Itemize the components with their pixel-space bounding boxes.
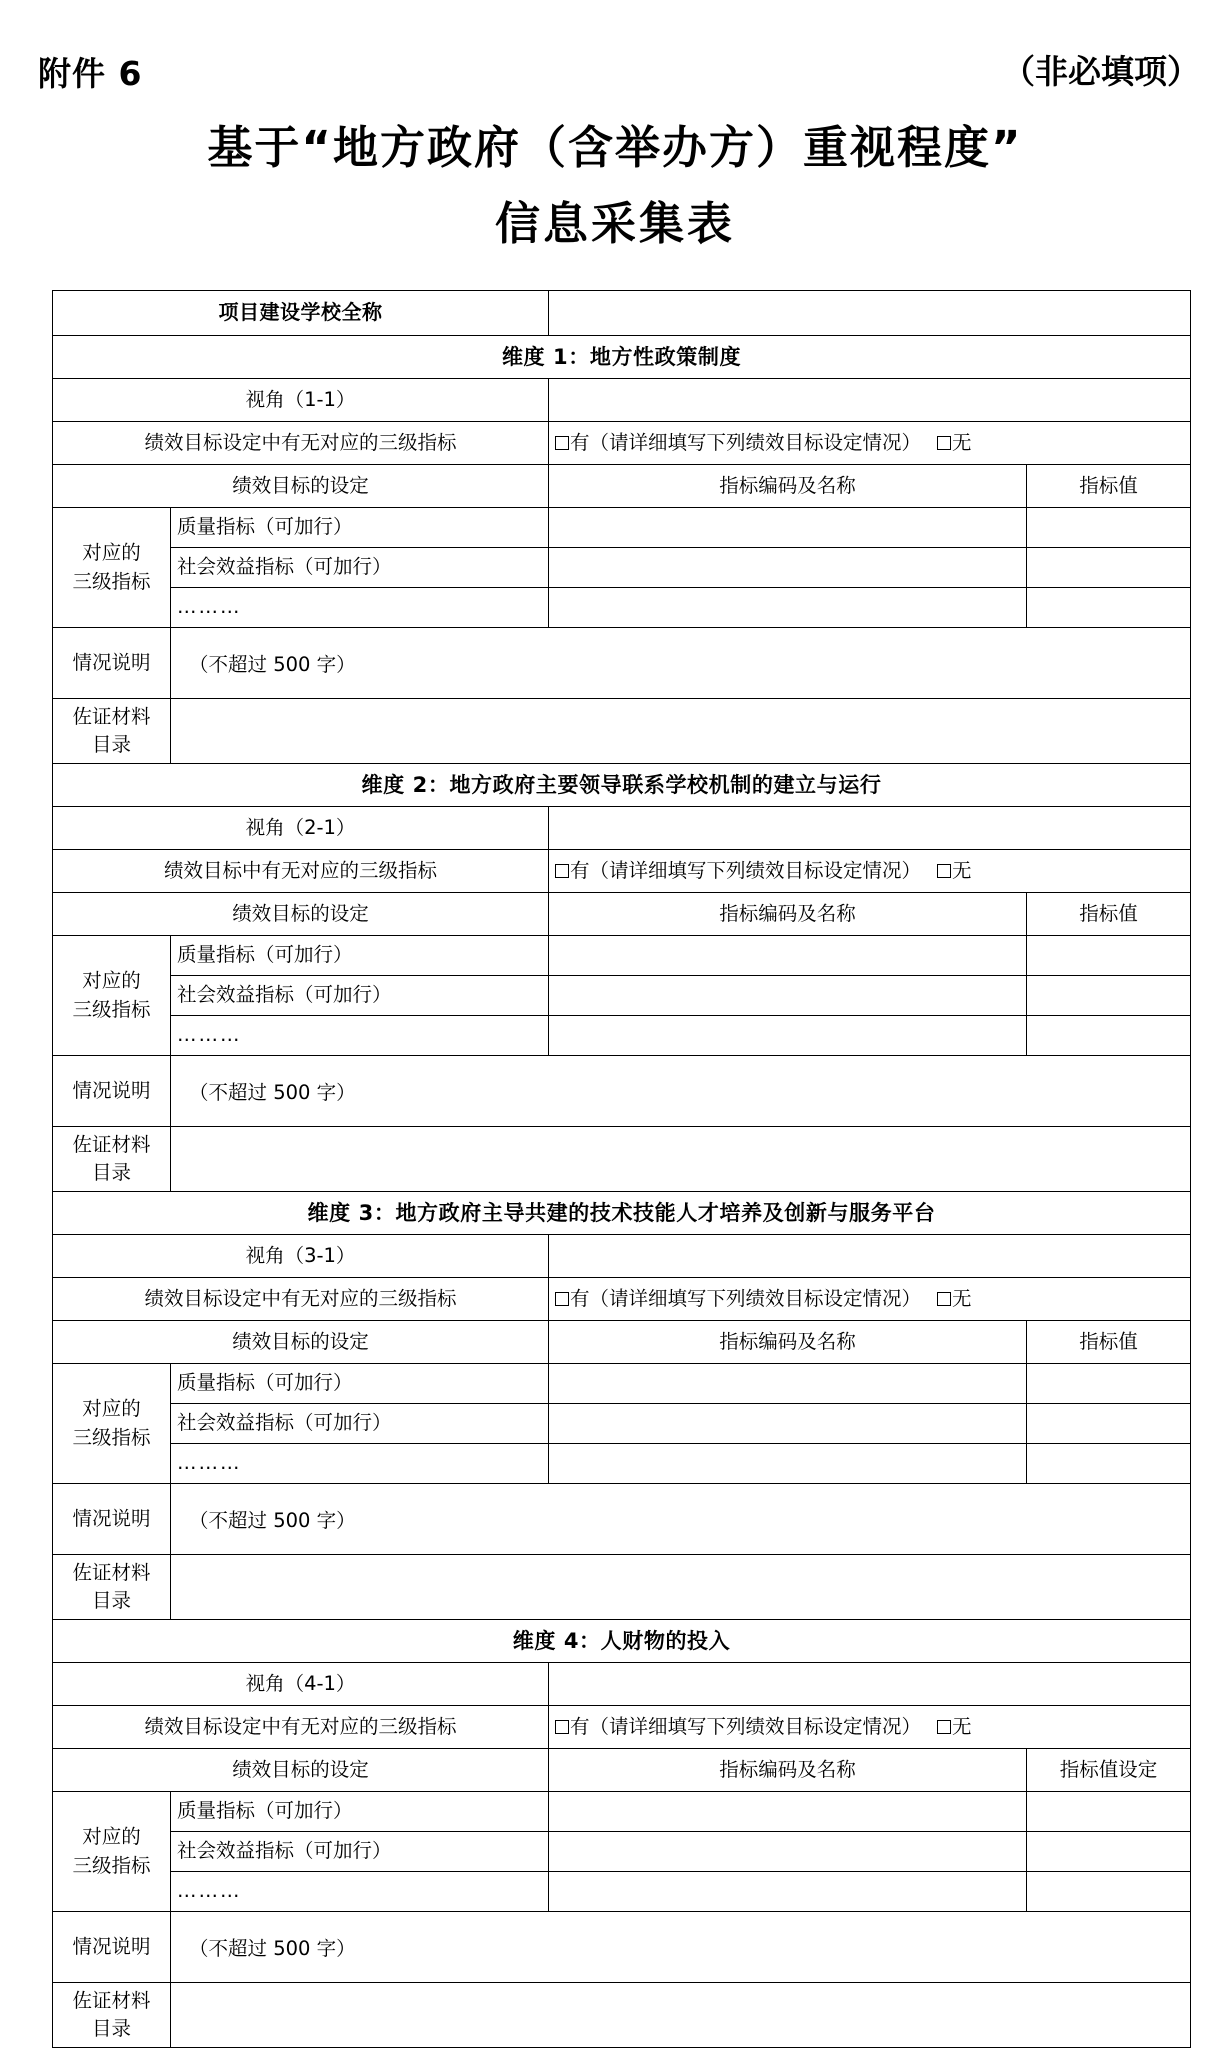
table-row-ellipsis-2 [53,1016,1191,1056]
dimension-title-cell-3 [53,1192,1191,1235]
situation-label-4: 情况说明 [53,1912,171,1983]
checkbox-yes-1[interactable] [555,436,569,450]
table-row-school-name [53,291,1191,336]
ellipsis-label-4: ……… [171,1872,549,1912]
corresponding-indicator-label-3 [53,1364,171,1484]
table-row-view-3 [53,1235,1191,1278]
quality-indicator-value-1[interactable] [1027,508,1191,548]
goal-setting-header-4: 绩效目标的设定 [53,1749,549,1792]
table-row-column-headers-3 [53,1321,1191,1364]
ellipsis-value-2[interactable] [1027,1016,1191,1056]
situation-hint-4: （不超过 500 字） [189,1936,356,1960]
social-indicator-code-1[interactable] [549,548,1027,588]
social-indicator-value-1[interactable] [1027,548,1191,588]
page-title-line-2: 信息采集表 [494,197,735,250]
table-row-quality-indicator-3 [53,1364,1191,1404]
table-row-column-headers-1 [53,465,1191,508]
evidence-label-line1-1: 佐证材料 [72,704,151,728]
social-indicator-code-2[interactable] [549,976,1027,1016]
table-row-has-indicator-3 [53,1278,1191,1321]
dimension-title-cell-1 [53,336,1191,379]
view-label-4: 视角（4-1） [53,1663,549,1706]
checkbox-yes-3[interactable] [555,1292,569,1306]
table-row-dimension-title-1 [53,336,1191,379]
has-indicator-question-2: 绩效目标中有无对应的三级指标 [53,850,549,893]
table-row-ellipsis-4 [53,1872,1191,1912]
social-indicator-value-3[interactable] [1027,1404,1191,1444]
evidence-input-4[interactable] [171,1983,1191,2048]
ellipsis-value-1[interactable] [1027,588,1191,628]
table-row-situation-3 [53,1484,1191,1555]
situation-hint-2: （不超过 500 字） [189,1080,356,1104]
dimension-title-cell-2 [53,764,1191,807]
quality-indicator-code-4[interactable] [549,1792,1027,1832]
quality-indicator-label-4: 质量指标（可加行） [171,1792,549,1832]
social-indicator-value-4[interactable] [1027,1832,1191,1872]
form-table-wrapper [52,290,1190,2048]
table-row-column-headers-2 [53,893,1191,936]
quality-indicator-label-2: 质量指标（可加行） [171,936,549,976]
optional-field-note: （非必填项） [1002,52,1200,91]
social-indicator-label-3: 社会效益指标（可加行） [171,1404,549,1444]
checkbox-no-label-3: 无 [952,1286,972,1310]
situation-input-3[interactable] [171,1484,1191,1555]
situation-label-1: 情况说明 [53,628,171,699]
quality-indicator-label-1: 质量指标（可加行） [171,508,549,548]
evidence-label-line1-3: 佐证材料 [72,1560,151,1584]
dimension-title-3: 维度 3：地方政府主导共建的技术技能人才培养及创新与服务平台 [307,1200,936,1225]
school-name-input-cell[interactable] [549,291,1191,336]
table-row-situation-2 [53,1056,1191,1127]
ellipsis-value-4[interactable] [1027,1872,1191,1912]
evidence-label-line2-4: 目录 [91,2017,131,2040]
situation-input-4[interactable] [171,1912,1191,1983]
table-row-evidence-4 [53,1983,1191,2048]
table-row-dimension-title-4 [53,1620,1191,1663]
indicator-code-header-3: 指标编码及名称 [549,1321,1027,1364]
corresponding-indicator-line1: 对应的 [82,969,141,993]
corresponding-indicator-label-1 [53,508,171,628]
school-name-label-text: 项目建设学校全称 [218,300,383,325]
view-input-3[interactable] [549,1235,1191,1278]
checkbox-no-3[interactable] [937,1292,951,1306]
corresponding-indicator-line2: 三级指标 [72,569,151,593]
checkbox-no-4[interactable] [937,1720,951,1734]
checkbox-yes-label-2: 有（请详细填写下列绩效目标设定情况） [570,858,922,882]
table-row-ellipsis-3 [53,1444,1191,1484]
indicator-code-header-1: 指标编码及名称 [549,465,1027,508]
has-indicator-question-3: 绩效目标设定中有无对应的三级指标 [53,1278,549,1321]
checkbox-yes-label-3: 有（请详细填写下列绩效目标设定情况） [570,1286,922,1310]
checkbox-no-label-1: 无 [952,430,972,454]
indicator-code-header-2: 指标编码及名称 [549,893,1027,936]
has-indicator-question-1: 绩效目标设定中有无对应的三级指标 [53,422,549,465]
has-indicator-options-1 [549,422,1191,465]
table-row-social-indicator-3 [53,1404,1191,1444]
goal-setting-header-3: 绩效目标的设定 [53,1321,549,1364]
evidence-label-line2-2: 目录 [91,1161,131,1184]
quality-indicator-value-4[interactable] [1027,1792,1191,1832]
dimension-title-cell-4 [53,1620,1191,1663]
has-indicator-options-3 [549,1278,1191,1321]
checkbox-yes-label-1: 有（请详细填写下列绩效目标设定情况） [570,430,922,454]
table-row-has-indicator-2 [53,850,1191,893]
has-indicator-options-4 [549,1706,1191,1749]
indicator-value-header-4: 指标值设定 [1027,1749,1191,1792]
information-collection-table [52,290,1191,2048]
school-name-label [53,291,549,336]
evidence-label-line1-4: 佐证材料 [72,1988,151,2012]
evidence-input-3[interactable] [171,1555,1191,1620]
checkbox-no-label-4: 无 [952,1714,972,1738]
corresponding-indicator-line2: 三级指标 [72,997,151,1021]
social-indicator-value-2[interactable] [1027,976,1191,1016]
indicator-value-header-3: 指标值 [1027,1321,1191,1364]
evidence-input-2[interactable] [171,1127,1191,1192]
table-row-situation-4 [53,1912,1191,1983]
table-row-situation-1 [53,628,1191,699]
indicator-code-header-4: 指标编码及名称 [549,1749,1027,1792]
attachment-label: 附件 6 [38,54,143,93]
evidence-label-3 [53,1555,171,1620]
corresponding-indicator-line1: 对应的 [82,1397,141,1421]
social-indicator-label-4: 社会效益指标（可加行） [171,1832,549,1872]
goal-setting-header-2: 绩效目标的设定 [53,893,549,936]
view-label-1: 视角（1-1） [53,379,549,422]
quality-indicator-value-2[interactable] [1027,936,1191,976]
table-row-dimension-title-2 [53,764,1191,807]
social-indicator-label-1: 社会效益指标（可加行） [171,548,549,588]
table-row-column-headers-4 [53,1749,1191,1792]
quality-indicator-value-3[interactable] [1027,1364,1191,1404]
evidence-label-4 [53,1983,171,2048]
checkbox-no-2[interactable] [937,864,951,878]
ellipsis-label-3: ……… [171,1444,549,1484]
dimension-title-1: 维度 1：地方性政策制度 [501,344,742,369]
table-row-evidence-3 [53,1555,1191,1620]
corresponding-indicator-label-2 [53,936,171,1056]
corresponding-indicator-line2: 三级指标 [72,1425,151,1449]
view-label-2: 视角（2-1） [53,807,549,850]
quality-indicator-code-2[interactable] [549,936,1027,976]
ellipsis-label-1: ……… [171,588,549,628]
social-indicator-code-3[interactable] [549,1404,1027,1444]
ellipsis-value-3[interactable] [1027,1444,1191,1484]
table-row-view-1 [53,379,1191,422]
checkbox-no-label-2: 无 [952,858,972,882]
view-input-4[interactable] [549,1663,1191,1706]
table-row-dimension-title-3 [53,1192,1191,1235]
checkbox-yes-2[interactable] [555,864,569,878]
table-row-quality-indicator-1 [53,508,1191,548]
quality-indicator-label-3: 质量指标（可加行） [171,1364,549,1404]
view-input-2[interactable] [549,807,1191,850]
checkbox-yes-4[interactable] [555,1720,569,1734]
social-indicator-code-4[interactable] [549,1832,1027,1872]
table-row-evidence-2 [53,1127,1191,1192]
view-label-3: 视角（3-1） [53,1235,549,1278]
corresponding-indicator-line2: 三级指标 [72,1853,151,1877]
quality-indicator-code-3[interactable] [549,1364,1027,1404]
goal-setting-header-1: 绩效目标的设定 [53,465,549,508]
ellipsis-label-2: ……… [171,1016,549,1056]
situation-input-1[interactable] [171,628,1191,699]
corresponding-indicator-label-4 [53,1792,171,1912]
checkbox-yes-label-4: 有（请详细填写下列绩效目标设定情况） [570,1714,922,1738]
ellipsis-code-2[interactable] [549,1016,1027,1056]
document-title [0,110,1230,262]
ellipsis-code-4[interactable] [549,1872,1027,1912]
table-row-has-indicator-1 [53,422,1191,465]
table-row-ellipsis-1 [53,588,1191,628]
table-row-evidence-1 [53,699,1191,764]
situation-hint-1: （不超过 500 字） [189,652,356,676]
situation-label-2: 情况说明 [53,1056,171,1127]
evidence-input-1[interactable] [171,699,1191,764]
document-header [0,0,1230,93]
page-title-line-1: 基于“地方政府（含举办方）重视程度” [207,121,1023,174]
dimension-title-2: 维度 2：地方政府主要领导联系学校机制的建立与运行 [361,772,882,797]
social-indicator-label-2: 社会效益指标（可加行） [171,976,549,1016]
situation-label-3: 情况说明 [53,1484,171,1555]
situation-hint-3: （不超过 500 字） [189,1508,356,1532]
ellipsis-code-1[interactable] [549,588,1027,628]
evidence-label-line1-2: 佐证材料 [72,1132,151,1156]
table-row-social-indicator-1 [53,548,1191,588]
dimension-title-4: 维度 4：人财物的投入 [512,1628,731,1653]
situation-input-2[interactable] [171,1056,1191,1127]
checkbox-no-1[interactable] [937,436,951,450]
table-row-view-4 [53,1663,1191,1706]
table-row-social-indicator-2 [53,976,1191,1016]
table-row-quality-indicator-4 [53,1792,1191,1832]
view-input-1[interactable] [549,379,1191,422]
has-indicator-question-4: 绩效目标设定中有无对应的三级指标 [53,1706,549,1749]
corresponding-indicator-line1: 对应的 [82,1825,141,1849]
evidence-label-2 [53,1127,171,1192]
ellipsis-code-3[interactable] [549,1444,1027,1484]
has-indicator-options-2 [549,850,1191,893]
corresponding-indicator-line1: 对应的 [82,541,141,565]
table-row-social-indicator-4 [53,1832,1191,1872]
table-row-has-indicator-4 [53,1706,1191,1749]
evidence-label-line2-3: 目录 [91,1589,131,1612]
table-row-quality-indicator-2 [53,936,1191,976]
evidence-label-1 [53,699,171,764]
indicator-value-header-2: 指标值 [1027,893,1191,936]
indicator-value-header-1: 指标值 [1027,465,1191,508]
table-row-view-2 [53,807,1191,850]
evidence-label-line2-1: 目录 [91,733,131,756]
quality-indicator-code-1[interactable] [549,508,1027,548]
